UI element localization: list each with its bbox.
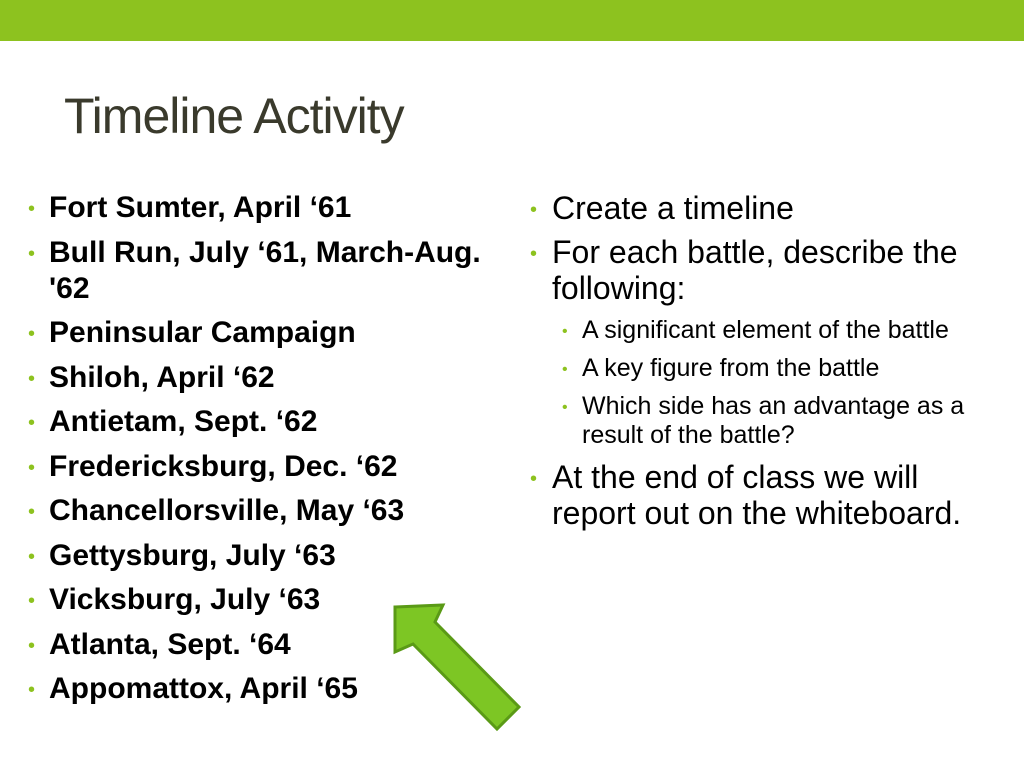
bullet-icon: • xyxy=(562,323,568,340)
bullet-icon: • xyxy=(28,367,36,390)
battle-item xyxy=(28,235,508,307)
instructions-list xyxy=(530,190,1000,539)
bullet-icon: • xyxy=(28,634,36,657)
sub-item-label: A key figure from the battle xyxy=(582,354,880,382)
bullet-icon: • xyxy=(562,399,568,416)
bullet-icon: • xyxy=(28,242,36,265)
battle-label: Fort Sumter, April ‘61 xyxy=(49,191,352,224)
bullet-icon: • xyxy=(28,501,36,523)
bullet-icon: • xyxy=(530,199,538,221)
sub-item xyxy=(562,354,1000,383)
sub-item-label: Which side has an advantage as a result of the battle? xyxy=(582,392,965,449)
bullet-icon: • xyxy=(530,468,538,490)
battle-item xyxy=(28,449,508,485)
battle-item xyxy=(28,315,508,351)
battle-label: Appomattox, April ‘65 xyxy=(49,672,358,705)
instruction-label: Create a timeline xyxy=(552,190,794,226)
bullet-icon: • xyxy=(28,545,36,568)
instruction-item xyxy=(530,459,1000,531)
sub-item xyxy=(562,392,1000,450)
battle-label: Vicksburg, July ‘63 xyxy=(49,583,321,616)
battle-label: Fredericksburg, Dec. ‘62 xyxy=(49,449,398,483)
instruction-item xyxy=(530,190,1000,226)
describe-sublist xyxy=(552,316,1000,450)
battle-label: Gettysburg, July ‘63 xyxy=(49,538,336,572)
top-accent-bar xyxy=(0,0,1024,41)
sub-item-label: A significant element of the battle xyxy=(582,316,949,344)
bullet-icon: • xyxy=(28,679,36,701)
bullet-icon: • xyxy=(28,456,36,479)
bullet-icon: • xyxy=(28,412,36,434)
battle-item xyxy=(28,493,508,529)
bullet-icon: • xyxy=(28,590,36,612)
battle-label: Peninsular Campaign xyxy=(49,316,356,349)
bullet-icon: • xyxy=(530,243,538,265)
sub-item xyxy=(562,316,1000,345)
bullet-icon: • xyxy=(28,198,36,220)
arrow-shape xyxy=(395,605,519,729)
battle-item xyxy=(28,360,508,396)
battle-label: Bull Run, July ‘61, March-Aug. '62 xyxy=(49,235,481,305)
instruction-label: At the end of class we will report out on the whiteboard. xyxy=(552,459,962,531)
slide-title: Timeline Activity xyxy=(64,88,404,144)
instruction-label: For each battle, describe the following: xyxy=(552,234,958,306)
battle-item xyxy=(28,538,508,574)
battle-label: Shiloh, April ‘62 xyxy=(49,360,275,394)
bullet-icon: • xyxy=(28,323,36,345)
battle-label: Atlanta, Sept. ‘64 xyxy=(49,627,291,661)
instruction-item xyxy=(530,234,1000,450)
up-left-arrow-icon xyxy=(385,595,535,740)
battle-item xyxy=(28,404,508,440)
battle-label: Antietam, Sept. ‘62 xyxy=(49,405,318,438)
bullet-icon: • xyxy=(562,361,568,378)
battle-label: Chancellorsville, May ‘63 xyxy=(49,494,405,527)
battle-item xyxy=(28,190,508,226)
